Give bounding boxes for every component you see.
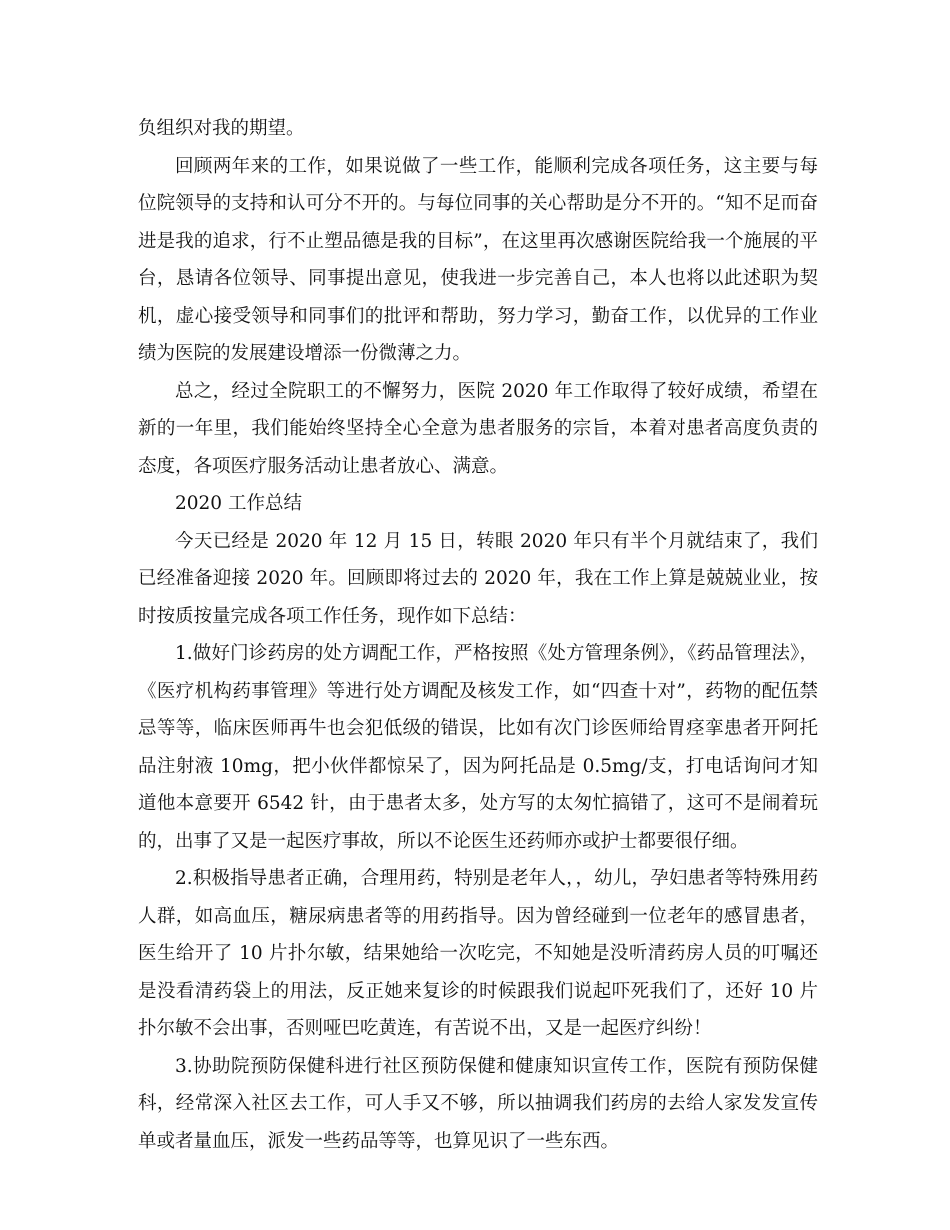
paragraph-item-2: 2.积极指导患者正确，合理用药，特别是老年人，，幼儿，孕妇患者等特殊用药人群，如高血压，糖尿病患者等的用药指导。因为曾经碰到一位老年的感冒患者，医生给开了 10 片扑尔敏，结果她给一次吃完，不知她是没听清药房人员的叮嘱还是没看清药袋上的用法，反正她来复诊的时候跟我们说起吓死我们了，还好 10 片扑尔敏不会出事，否则哑巴吃黄连，有苦说不出，又是一起医疗纠纷！ (138, 868, 818, 1039)
paragraph-item-3: 3.协助院预防保健科进行社区预防保健和健康知识宣传工作，医院有预防保健科，经常深入社区去工作，可人手又不够，所以抽调我们药房的去给人家发发宣传单或者量血压，派发一些药品等等，也算见识了一些东西。 (138, 1055, 818, 1152)
section-heading: 2020 工作总结 (175, 493, 302, 514)
paragraph-item-1: 1.做好门诊药房的处方调配工作，严格按照《处方管理条例》，《药品管理法》，《医疗机构药事管理》等进行处方调配及核发工作，如“四查十对”，药物的配伍禁忌等等，临床医师再牛也会犯低级的错误，比如有次门诊医师给胃痉挛患者开阿托品注射液 10mg，把小伙伴都惊呆了，因为阿托品是 0.5mg/支，打电话询问才知道他本意要开 6542 针，由于患者太多，处方写的太匆忙搞错了，这可不是闹着玩的，出事了又是一起医疗事故，所以不论医生还药师亦或护士都要很仔细。 (138, 643, 818, 852)
paragraph-intro: 今天已经是 2020 年 12 月 15 日，转眼 2020 年只有半个月就结束了，我们已经准备迎接 2020 年。回顾即将过去的 2020 年，我在工作上算是兢兢业业，按时按质按量完成各项工作任务，现作如下总结： (138, 530, 818, 627)
document-body (138, 110, 818, 1160)
paragraph-review: 回顾两年来的工作，如果说做了一些工作，能顺利完成各项任务，这主要与每位院领导的支持和认可分不开的。与每位同事的关心帮助是分不开的。“知不足而奋进是我的追求，行不止塑品德是我的目标”，在这里再次感谢医院给我一个施展的平台，恳请各位领导、同事提出意见，使我进一步完善自己，本人也将以此述职为契机，虚心接受领导和同事们的批评和帮助，努力学习，勤奋工作，以优异的工作业绩为医院的发展建设增添一份微薄之力。 (138, 155, 818, 364)
paragraph-summary: 总之，经过全院职工的不懈努力，医院 2020 年工作取得了较好成绩，希望在新的一年里，我们能始终坚持全心全意为患者服务的宗旨，本着对患者高度负责的态度，各项医疗服务活动让患者放心、满意。 (138, 380, 818, 477)
paragraph-continuation: 负组织对我的期望。 (138, 118, 305, 139)
